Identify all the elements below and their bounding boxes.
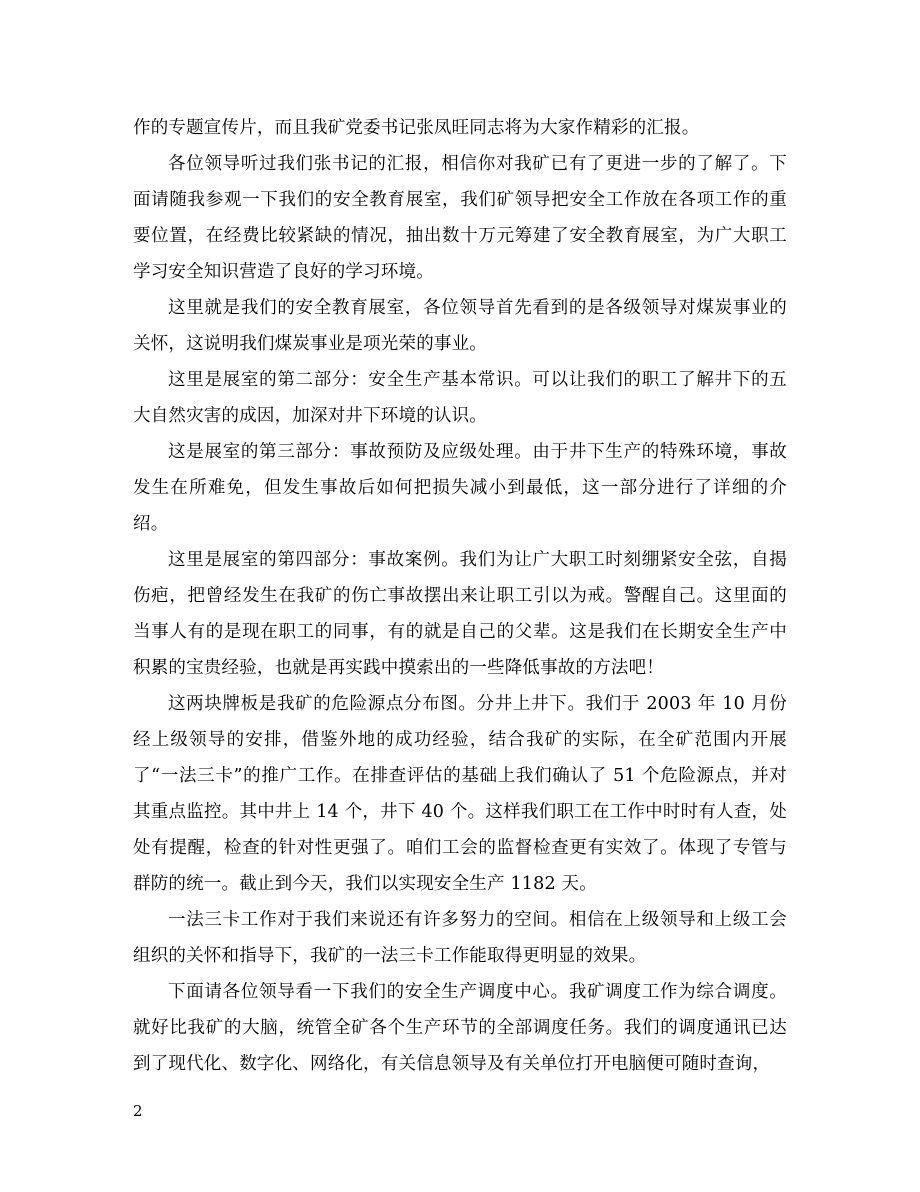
paragraph: 各位领导听过我们张书记的汇报，相信你对我矿已有了更进一步的了解了。下面请随我参观一下我们的安全教育展室，我们矿领导把安全工作放在各项工作的重要位置，在经费比较紧缺的情况，抽出数十万元筹建了安全教育展室，为广大职工学习安全知识营造了良好的学习环境。 <box>133 154 787 282</box>
paragraph: 一法三卡工作对于我们来说还有许多努力的空间。相信在上级领导和上级工会组织的关怀和指导下，我矿的一法三卡工作能取得更明显的效果。 <box>133 910 787 966</box>
paragraph: 这两块牌板是我矿的危险源点分布图。分井上井下。我们于 2003 年 10 月份经上级领导的安排，借鉴外地的成功经验，结合我矿的实际，在全矿范围内开展了“一法三卡”的推广工作。在排查评估的基础上我们确认了 51 个危险源点，并对其重点监控。其中井上 14 个，井下 40 个。这样我们职工在工作中时时有人查，处处有提醒，检查的针对性更强了。咱们工会的监督检查更有实效了。体现了专管与群防的统一。截止到今天，我们以实现安全生产 1182 天。 <box>133 694 787 894</box>
paragraph: 下面请各位领导看一下我们的安全生产调度中心。我矿调度工作为综合调度。就好比我矿的大脑，统管全矿各个生产环节的全部调度任务。我们的调度通讯已达到了现代化、数字化、网络化，有关信息领导及有关单位打开电脑便可随时查询， <box>133 982 787 1074</box>
body-text <box>133 110 787 1082</box>
page-number: 2 <box>133 1102 143 1120</box>
paragraph: 这里是展室的第二部分：安全生产基本常识。可以让我们的职工了解井下的五大自然灾害的成因，加深对井下环境的认识。 <box>133 370 787 426</box>
paragraph: 作的专题宣传片，而且我矿党委书记张凤旺同志将为大家作精彩的汇报。 <box>133 118 700 138</box>
paragraph: 这是展室的第三部分：事故预防及应级处理。由于井下生产的特殊环境，事故发生在所难免，但发生事故后如何把损失减小到最低，这一部分进行了详细的介绍。 <box>133 442 787 534</box>
paragraph: 这里就是我们的安全教育展室，各位领导首先看到的是各级领导对煤炭事业的关怀，这说明我们煤炭事业是项光荣的事业。 <box>133 298 787 354</box>
paragraph: 这里是展室的第四部分：事故案例。我们为让广大职工时刻绷紧安全弦，自揭伤疤，把曾经发生在我矿的伤亡事故摆出来让职工引以为戒。警醒自己。这里面的当事人有的是现在职工的同事，有的就是自己的父辈。这是我们在长期安全生产中积累的宝贵经验，也就是再实践中摸索出的一些降低事故的方法吧！ <box>133 550 787 678</box>
